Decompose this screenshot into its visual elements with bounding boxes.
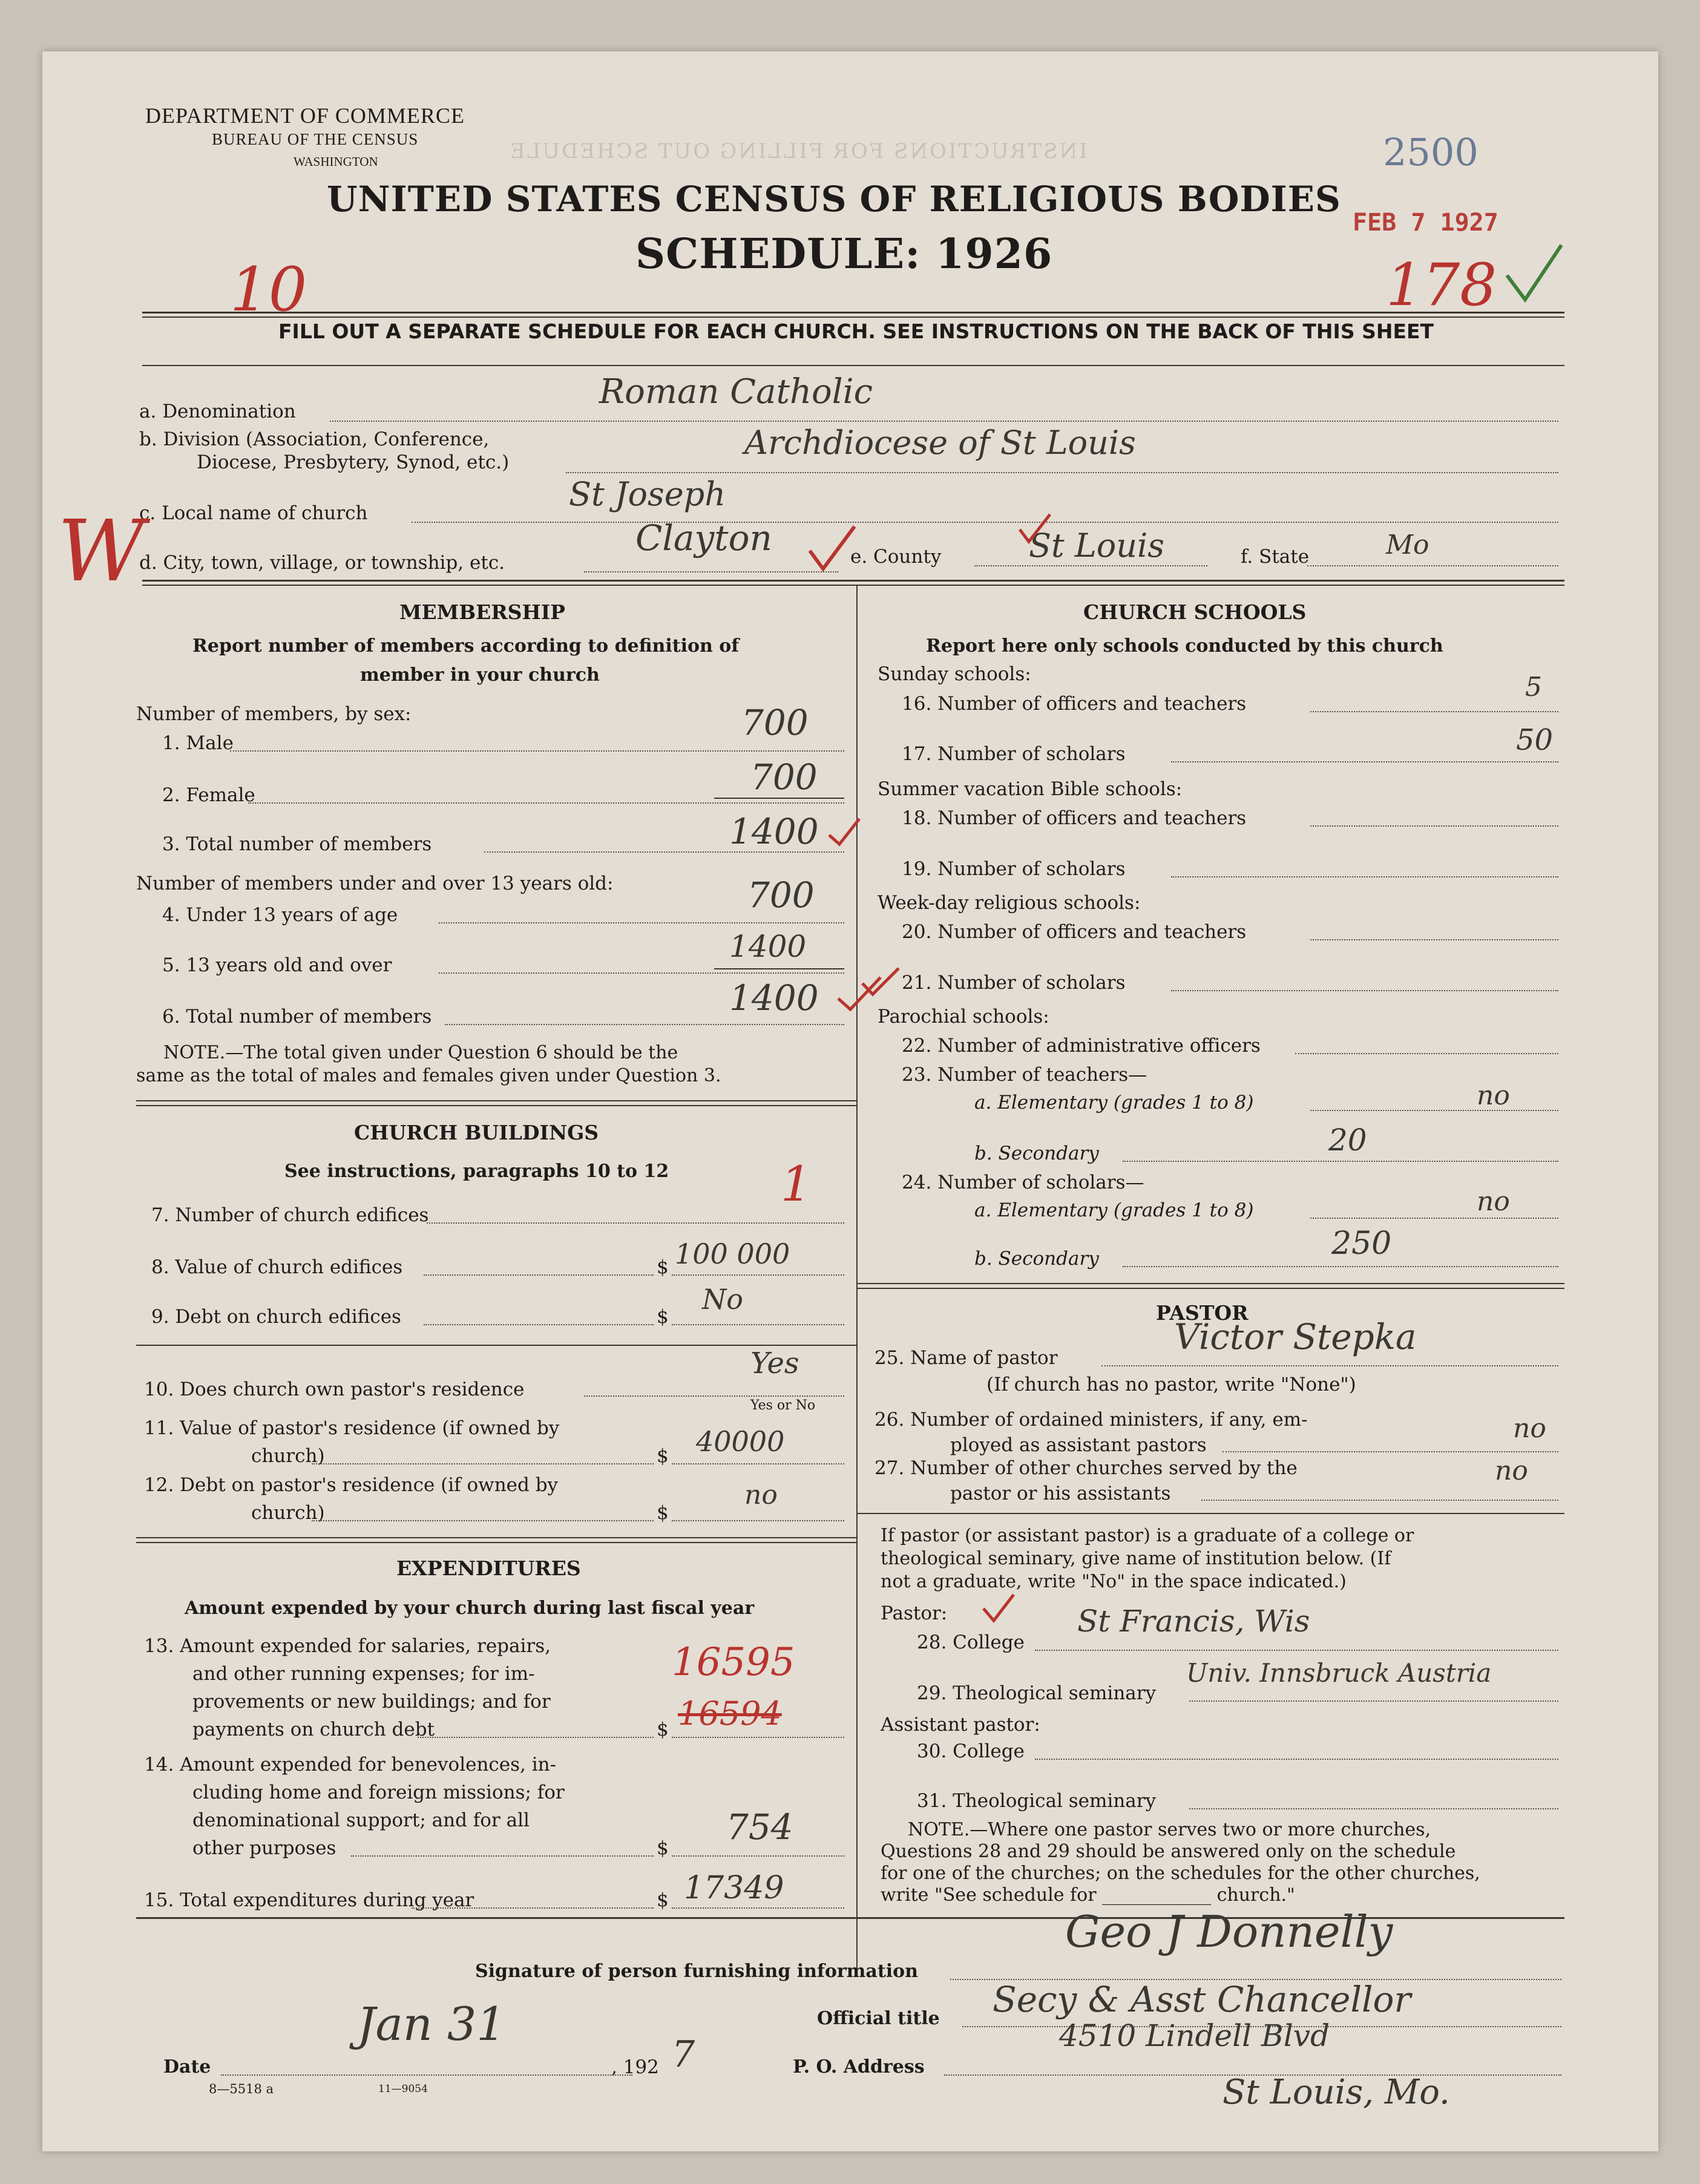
q11-label: 11. Value of pastor's residence (if owned by xyxy=(144,1417,560,1439)
q24b-label: b. Secondary xyxy=(974,1248,1099,1270)
q24-label: 24. Number of scholars— xyxy=(902,1172,1144,1193)
q20-label: 20. Number of officers and teachers xyxy=(902,921,1247,943)
parochial-label: Parochial schools: xyxy=(878,1006,1049,1028)
q3-label: 3. Total number of members xyxy=(162,833,432,855)
signature-label: Signature of person furnishing information xyxy=(475,1961,918,1982)
line xyxy=(1035,1759,1558,1760)
dollar-sign: $ xyxy=(657,1445,669,1467)
bureau-label: BUREAU OF THE CENSUS xyxy=(212,130,419,148)
by-sex-label: Number of members, by sex: xyxy=(136,703,412,725)
graduate-instructions: If pastor (or assistant pastor) is a graduate of a college or xyxy=(881,1525,1414,1546)
line xyxy=(672,1274,844,1276)
line xyxy=(1189,1700,1558,1702)
q23a-value: no xyxy=(1477,1080,1510,1111)
q27-label: 27. Number of other churches served by the xyxy=(875,1457,1298,1479)
q13-label-4: payments on church debt xyxy=(192,1719,435,1740)
pastor-note: NOTE.—Where one pastor serves two or more churches, xyxy=(908,1819,1431,1840)
q23b-label: b. Secondary xyxy=(974,1143,1099,1164)
q5-label: 5. 13 years old and over xyxy=(162,954,392,976)
line xyxy=(672,1855,844,1857)
dollar-sign: $ xyxy=(657,1256,669,1278)
q24b-value: 250 xyxy=(1331,1225,1392,1262)
line xyxy=(230,750,844,752)
rule xyxy=(136,1537,856,1538)
q6-value: 1400 xyxy=(729,977,819,1018)
q17-label: 17. Number of scholars xyxy=(902,743,1126,765)
q23a-label: a. Elementary (grades 1 to 8) xyxy=(974,1092,1254,1113)
year-prefix: , 192 xyxy=(611,2056,659,2078)
state-value: Mo xyxy=(1386,530,1429,560)
line xyxy=(1201,1500,1558,1501)
line xyxy=(1123,1161,1558,1162)
handwritten-number-left: 10 xyxy=(230,254,307,325)
q12-label-2: church) xyxy=(251,1502,325,1524)
q10-hint: Yes or No xyxy=(750,1398,816,1413)
q2-value: 700 xyxy=(750,756,818,798)
q8-value: 100 000 xyxy=(675,1238,790,1270)
schools-subtitle: Report here only schools conducted by this church xyxy=(926,635,1443,657)
rule xyxy=(142,312,1564,313)
rule xyxy=(856,1513,1564,1514)
rule xyxy=(142,316,1564,318)
line xyxy=(1222,1451,1558,1452)
q28-value: St Francis, Wis xyxy=(1077,1604,1310,1639)
line xyxy=(427,1222,844,1224)
q22-label: 22. Number of administrative officers xyxy=(902,1035,1261,1057)
line xyxy=(566,472,1558,473)
q4-label: 4. Under 13 years of age xyxy=(162,904,398,926)
city-value: Clayton xyxy=(635,517,772,559)
church-name-value: St Joseph xyxy=(569,475,726,513)
q1-value: 700 xyxy=(741,702,809,743)
weekday-label: Week-day religious schools: xyxy=(878,892,1141,914)
line xyxy=(312,1520,654,1521)
q9-label: 9. Debt on church edifices xyxy=(151,1306,401,1328)
q23b-value: 20 xyxy=(1328,1123,1367,1158)
q10-label: 10. Does church own pastor's residence xyxy=(144,1379,525,1400)
line xyxy=(1123,1266,1558,1267)
schedule-title: SCHEDULE: 1926 xyxy=(635,230,1053,278)
address-value-2: St Louis, Mo. xyxy=(1222,2073,1450,2112)
line xyxy=(1171,876,1558,877)
q26-value: no xyxy=(1513,1413,1546,1444)
red-check-icon xyxy=(980,1592,1017,1628)
membership-title: MEMBERSHIP xyxy=(399,600,565,624)
rule xyxy=(142,580,1564,582)
q25-value: Victor Stepka xyxy=(1174,1316,1417,1357)
q2-label: 2. Female xyxy=(162,784,255,806)
dollar-sign: $ xyxy=(657,1502,669,1524)
q15-value: 17349 xyxy=(684,1870,784,1906)
date-received-stamp: FEB 7 1927 xyxy=(1353,209,1498,237)
column-divider xyxy=(856,585,858,1976)
instruction-banner: FILL OUT A SEPARATE SCHEDULE FOR EACH CHURCH. SEE INSTRUCTIONS ON THE BACK OF THIS SHEET xyxy=(278,320,1434,343)
q8-label: 8. Value of church edifices xyxy=(151,1256,403,1278)
pastor-note-2: Questions 28 and 29 should be answered only on the schedule xyxy=(881,1841,1456,1862)
q12-label: 12. Debt on pastor's residence (if owned by xyxy=(144,1474,559,1496)
line xyxy=(1310,825,1558,827)
denomination-value: Roman Catholic xyxy=(599,372,873,412)
year-value: 7 xyxy=(672,2033,695,2076)
q24a-label: a. Elementary (grades 1 to 8) xyxy=(974,1199,1254,1221)
line xyxy=(439,972,844,974)
line xyxy=(1307,565,1558,566)
line xyxy=(672,1463,844,1464)
form-number: 8—5518 a xyxy=(209,2082,274,2096)
rule xyxy=(136,1345,856,1346)
q7-label: 7. Number of church edifices xyxy=(151,1204,429,1226)
q13-label-2: and other running expenses; for im- xyxy=(192,1663,535,1685)
q14-label-4: other purposes xyxy=(192,1837,336,1859)
line xyxy=(1310,939,1558,940)
number-stamp: 2500 xyxy=(1383,130,1478,174)
print-number: 11—9054 xyxy=(378,2083,428,2095)
q13-label: 13. Amount expended for salaries, repairs, xyxy=(144,1635,551,1657)
q9-value: No xyxy=(702,1283,743,1316)
division-label-2: Diocese, Presbytery, Synod, etc.) xyxy=(197,451,510,473)
q27-label-2: pastor or his assistants xyxy=(950,1483,1171,1504)
sunday-label: Sunday schools: xyxy=(878,663,1031,685)
q1-label: 1. Male xyxy=(162,732,234,754)
red-check-icon xyxy=(826,814,862,850)
line xyxy=(672,1737,844,1738)
q7-value: 1 xyxy=(781,1156,812,1212)
graduate-instructions-3: not a graduate, write "No" in the space indicated.) xyxy=(881,1571,1347,1592)
rule xyxy=(142,585,1564,586)
line xyxy=(445,1024,844,1025)
line xyxy=(1295,1053,1558,1054)
rule xyxy=(136,1105,856,1106)
q26-label: 26. Number of ordained ministers, if any, em- xyxy=(875,1409,1308,1431)
denomination-label: a. Denomination xyxy=(139,401,296,422)
pastor-subheading: Pastor: xyxy=(881,1602,948,1624)
q13-value: 16594 xyxy=(678,1694,782,1733)
margin-red-mark: W xyxy=(57,502,145,601)
line xyxy=(424,1274,654,1276)
bleed-through-title: INSTRUCTIONS FOR FILLING OUT SCHEDULE xyxy=(508,139,1088,163)
q29-value: Univ. Innsbruck Austria xyxy=(1186,1658,1492,1688)
q16-label: 16. Number of officers and teachers xyxy=(902,693,1247,715)
membership-subtitle-2: member in your church xyxy=(360,664,600,686)
q13-corrected-value: 16595 xyxy=(672,1640,795,1685)
buildings-subtitle: See instructions, paragraphs 10 to 12 xyxy=(284,1161,669,1182)
q3-value: 1400 xyxy=(729,811,819,852)
line xyxy=(1189,1808,1558,1809)
date-label: Date xyxy=(163,2056,211,2077)
handwritten-number-right: 178 xyxy=(1386,251,1497,319)
q29-label: 29. Theological seminary xyxy=(917,1682,1157,1704)
official-title-value: Secy & Asst Chancellor xyxy=(993,1979,1411,2020)
q6-label: 6. Total number of members xyxy=(162,1006,432,1028)
q4-value: 700 xyxy=(747,874,815,916)
schools-title: CHURCH SCHOOLS xyxy=(1083,600,1307,624)
line xyxy=(439,922,844,923)
q21-label: 21. Number of scholars xyxy=(902,972,1126,994)
city-label: WASHINGTON xyxy=(294,154,378,169)
division-label: b. Division (Association, Conference, xyxy=(139,428,490,450)
church-name-label: c. Local name of church xyxy=(139,502,368,524)
buildings-title: CHURCH BUILDINGS xyxy=(354,1121,599,1144)
q5-value: 1400 xyxy=(729,929,807,964)
q26-label-2: ployed as assistant pastors xyxy=(950,1434,1207,1456)
line xyxy=(1171,990,1558,991)
signature-value: Geo J Donnelly xyxy=(1065,1906,1393,1957)
county-value: St Louis xyxy=(1029,526,1164,565)
form-title: UNITED STATES CENSUS OF RELIGIOUS BODIES xyxy=(327,179,1341,220)
pastor-title: PASTOR xyxy=(1156,1301,1249,1325)
green-check-icon xyxy=(1501,239,1567,312)
line xyxy=(584,1395,844,1397)
rule xyxy=(136,1100,856,1101)
line xyxy=(1310,1110,1558,1111)
summer-label: Summer vacation Bible schools: xyxy=(878,778,1183,800)
date-value: Jan 31 xyxy=(357,1997,506,2051)
pastor-note-3: for one of the churches; on the schedules for the other churches, xyxy=(881,1863,1480,1884)
line xyxy=(1035,1650,1558,1651)
pastor-note-4: write "See schedule for ____________ church." xyxy=(881,1884,1295,1906)
line xyxy=(1310,711,1558,712)
rule xyxy=(856,1288,1564,1289)
q14-value: 754 xyxy=(726,1806,793,1848)
line xyxy=(672,1907,844,1909)
division-value: Archdiocese of St Louis xyxy=(744,424,1136,462)
line xyxy=(312,1463,654,1464)
line xyxy=(351,1855,654,1857)
line xyxy=(1310,1218,1558,1219)
q13-label-3: provements or new buildings; and for xyxy=(192,1691,551,1713)
q17-value: 50 xyxy=(1516,723,1554,757)
sum-rule xyxy=(714,968,844,969)
age-heading: Number of members under and over 13 years old: xyxy=(136,873,614,894)
dollar-sign: $ xyxy=(657,1837,669,1859)
graduate-instructions-2: theological seminary, give name of institution below. (If xyxy=(881,1548,1391,1569)
q14-label-2: cluding home and foreign missions; for xyxy=(192,1782,565,1803)
q16-value: 5 xyxy=(1525,672,1542,703)
line xyxy=(424,1324,654,1325)
q19-label: 19. Number of scholars xyxy=(902,858,1126,880)
dollar-sign: $ xyxy=(657,1889,669,1911)
red-check-icon xyxy=(1017,511,1053,548)
line xyxy=(418,1737,654,1738)
line xyxy=(412,522,1558,523)
q25-label: 25. Name of pastor xyxy=(875,1347,1058,1369)
rule xyxy=(856,1283,1564,1284)
rule xyxy=(142,365,1564,366)
rule xyxy=(136,1542,856,1543)
q25-note: (If church has no pastor, write "None") xyxy=(986,1374,1356,1395)
line xyxy=(672,1520,844,1521)
line xyxy=(1101,1365,1558,1366)
q31-label: 31. Theological seminary xyxy=(917,1790,1157,1812)
line xyxy=(1171,761,1558,762)
state-label: f. State xyxy=(1241,546,1310,568)
q12-value: no xyxy=(744,1480,778,1510)
address-value: 4510 Lindell Blvd xyxy=(1059,2018,1330,2053)
q14-label: 14. Amount expended for benevolences, in- xyxy=(144,1754,557,1776)
official-title-label: Official title xyxy=(817,2008,940,2029)
line xyxy=(221,2074,632,2076)
membership-subtitle: Report number of members according to definition of xyxy=(192,635,740,657)
sum-rule xyxy=(714,798,844,799)
q10-value: Yes xyxy=(750,1346,799,1380)
q27-value: no xyxy=(1495,1455,1528,1486)
line xyxy=(412,1907,654,1909)
membership-note: NOTE.—The total given under Question 6 should be the xyxy=(163,1042,678,1063)
dollar-sign: $ xyxy=(657,1719,669,1740)
department-label: DEPARTMENT OF COMMERCE xyxy=(145,103,465,128)
membership-note-2: same as the total of males and females given under Question 3. xyxy=(136,1065,721,1086)
line xyxy=(672,1324,844,1325)
expenditures-subtitle: Amount expended by your church during last fiscal year xyxy=(185,1598,755,1619)
q14-label-3: denominational support; and for all xyxy=(192,1809,530,1831)
address-label: P. O. Address xyxy=(793,2056,925,2077)
dollar-sign: $ xyxy=(657,1306,669,1328)
line xyxy=(248,802,844,804)
county-label: e. County xyxy=(850,546,942,568)
line xyxy=(330,421,1558,422)
q23-label: 23. Number of teachers— xyxy=(902,1064,1147,1086)
q18-label: 18. Number of officers and teachers xyxy=(902,807,1247,829)
q30-label: 30. College xyxy=(917,1740,1025,1762)
red-check-icon xyxy=(859,965,902,1002)
q24a-value: no xyxy=(1477,1186,1510,1217)
assistant-subheading: Assistant pastor: xyxy=(881,1714,1040,1736)
line xyxy=(584,571,838,572)
city-label-field: d. City, town, village, or township, etc. xyxy=(139,552,505,574)
q11-value: 40000 xyxy=(696,1425,785,1458)
line xyxy=(974,565,1207,566)
q15-label: 15. Total expenditures during year xyxy=(144,1889,474,1911)
expenditures-title: EXPENDITURES xyxy=(396,1556,581,1580)
q11-label-2: church) xyxy=(251,1445,325,1467)
q28-label: 28. College xyxy=(917,1631,1025,1653)
